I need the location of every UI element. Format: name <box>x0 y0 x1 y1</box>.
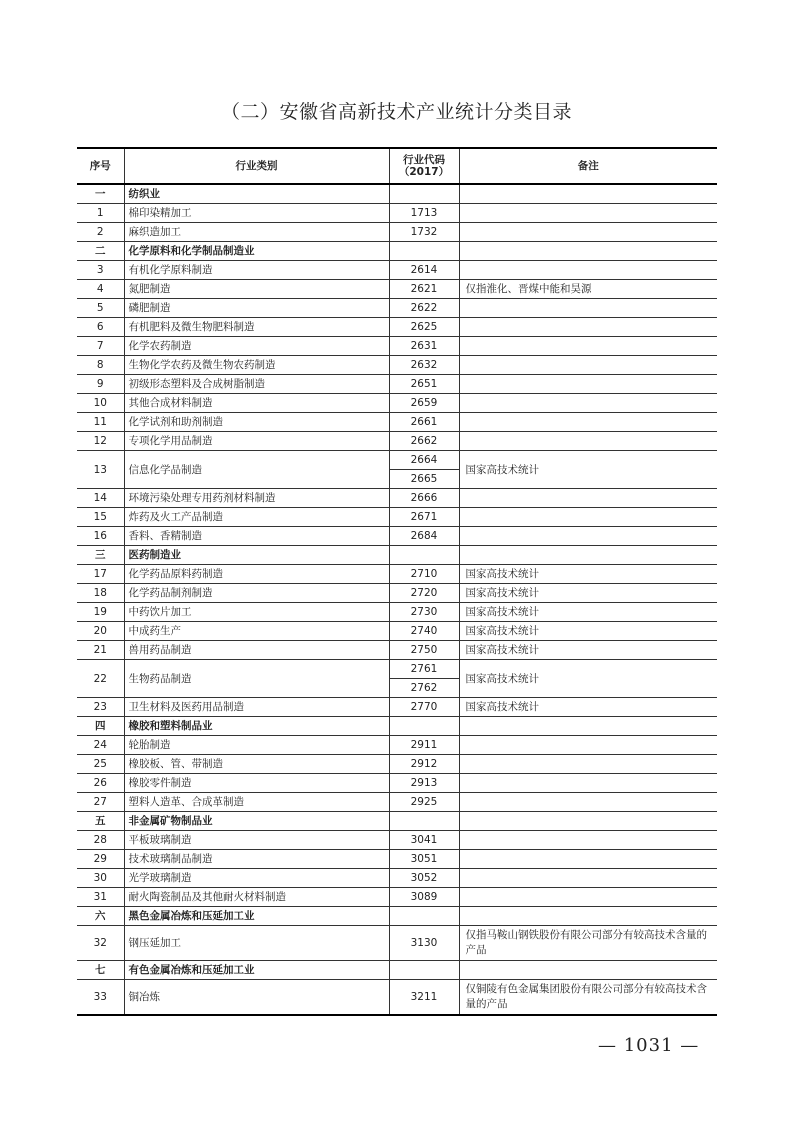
row-category: 中药饮片加工 <box>124 603 389 622</box>
table-row <box>77 565 717 584</box>
table-row <box>77 337 717 356</box>
row-category: 氮肥制造 <box>124 280 389 299</box>
row-note <box>459 261 717 280</box>
category-row <box>77 907 717 926</box>
row-note <box>459 375 717 394</box>
table-row <box>77 698 717 717</box>
table-row <box>77 451 717 489</box>
row-code: 2925 <box>389 793 459 812</box>
table-row <box>77 299 717 318</box>
row-category: 信息化学品制造 <box>124 451 389 489</box>
row-code: 2740 <box>389 622 459 641</box>
row-number: 29 <box>77 850 124 869</box>
row-category: 化学药品制剂制造 <box>124 584 389 603</box>
row-category: 技术玻璃制品制造 <box>124 850 389 869</box>
table-row <box>77 755 717 774</box>
table-row <box>77 736 717 755</box>
row-category: 卫生材料及医药用品制造 <box>124 698 389 717</box>
row-number: 四 <box>77 717 124 736</box>
row-category: 医药制造业 <box>124 546 389 565</box>
row-code <box>389 660 459 698</box>
row-category: 轮胎制造 <box>124 736 389 755</box>
row-number: 11 <box>77 413 124 432</box>
table-row <box>77 223 717 242</box>
row-category: 化学原料和化学制品制造业 <box>124 242 389 261</box>
row-category: 麻织造加工 <box>124 223 389 242</box>
table-row <box>77 622 717 641</box>
row-number: 二 <box>77 242 124 261</box>
row-code: 2662 <box>389 432 459 451</box>
row-code <box>389 907 459 926</box>
row-note <box>459 869 717 888</box>
row-note <box>459 717 717 736</box>
row-number: 3 <box>77 261 124 280</box>
row-code: 3089 <box>389 888 459 907</box>
row-number: 30 <box>77 869 124 888</box>
row-category: 铜冶炼 <box>124 980 389 1016</box>
row-note: 国家高技术统计 <box>459 584 717 603</box>
row-category: 棉印染精加工 <box>124 204 389 223</box>
row-note: 国家高技术统计 <box>459 698 717 717</box>
table-row <box>77 375 717 394</box>
table-header-row <box>77 148 717 184</box>
row-category: 香料、香精制造 <box>124 527 389 546</box>
row-number: 12 <box>77 432 124 451</box>
row-note: 仅指马鞍山钢铁股份有限公司部分有较高技术含量的产品 <box>459 926 717 961</box>
table-row <box>77 280 717 299</box>
classification-table <box>77 147 717 1016</box>
table-row <box>77 584 717 603</box>
row-number: 4 <box>77 280 124 299</box>
row-note <box>459 850 717 869</box>
row-code: 1713 <box>389 204 459 223</box>
row-note <box>459 394 717 413</box>
table-row <box>77 660 717 698</box>
row-code: 2651 <box>389 375 459 394</box>
row-category: 环境污染处理专用药剂材料制造 <box>124 489 389 508</box>
row-note <box>459 432 717 451</box>
row-code: 2710 <box>389 565 459 584</box>
row-category: 化学试剂和助剂制造 <box>124 413 389 432</box>
row-note <box>459 793 717 812</box>
row-category: 橡胶板、管、带制造 <box>124 755 389 774</box>
table-row <box>77 869 717 888</box>
row-category: 初级形态塑料及合成树脂制造 <box>124 375 389 394</box>
row-number: 32 <box>77 926 124 961</box>
row-code: 3052 <box>389 869 459 888</box>
row-note <box>459 413 717 432</box>
row-number: 20 <box>77 622 124 641</box>
row-note <box>459 242 717 261</box>
row-code <box>389 546 459 565</box>
category-row <box>77 546 717 565</box>
row-number: 24 <box>77 736 124 755</box>
header-category: 行业类别 <box>124 148 389 184</box>
row-category: 平板玻璃制造 <box>124 831 389 850</box>
row-code: 2684 <box>389 527 459 546</box>
row-number: 25 <box>77 755 124 774</box>
row-code: 3051 <box>389 850 459 869</box>
row-code: 1732 <box>389 223 459 242</box>
row-category: 橡胶和塑料制品业 <box>124 717 389 736</box>
row-code: 2671 <box>389 508 459 527</box>
row-note <box>459 774 717 793</box>
table-row <box>77 489 717 508</box>
row-category: 化学药品原料药制造 <box>124 565 389 584</box>
row-category: 橡胶零件制造 <box>124 774 389 793</box>
row-code: 3041 <box>389 831 459 850</box>
row-code-part: 2762 <box>390 678 459 697</box>
row-number: 7 <box>77 337 124 356</box>
row-code: 2661 <box>389 413 459 432</box>
row-code: 2913 <box>389 774 459 793</box>
row-code: 2659 <box>389 394 459 413</box>
row-number: 七 <box>77 961 124 980</box>
table-row <box>77 926 717 961</box>
table-row <box>77 831 717 850</box>
row-number: 16 <box>77 527 124 546</box>
row-code: 2770 <box>389 698 459 717</box>
table-row <box>77 204 717 223</box>
table-row <box>77 774 717 793</box>
row-code: 2911 <box>389 736 459 755</box>
row-note <box>459 508 717 527</box>
row-number: 33 <box>77 980 124 1016</box>
row-note: 国家高技术统计 <box>459 622 717 641</box>
row-number: 13 <box>77 451 124 489</box>
row-category: 塑料人造革、合成革制造 <box>124 793 389 812</box>
row-number: 26 <box>77 774 124 793</box>
page-title: （二）安徽省高新技术产业统计分类目录 <box>220 101 572 123</box>
header-note: 备注 <box>459 148 717 184</box>
row-code: 2621 <box>389 280 459 299</box>
row-code <box>389 184 459 204</box>
row-note: 仅铜陵有色金属集团股份有限公司部分有较高技术含量的产品 <box>459 980 717 1016</box>
row-code: 2912 <box>389 755 459 774</box>
row-note <box>459 755 717 774</box>
table-row <box>77 603 717 622</box>
category-row <box>77 717 717 736</box>
row-code: 2730 <box>389 603 459 622</box>
row-number: 28 <box>77 831 124 850</box>
row-number: 27 <box>77 793 124 812</box>
row-note <box>459 356 717 375</box>
row-number: 1 <box>77 204 124 223</box>
row-number: 三 <box>77 546 124 565</box>
row-note <box>459 812 717 831</box>
row-code-part: 2761 <box>410 663 438 675</box>
row-number: 8 <box>77 356 124 375</box>
row-category: 专项化学用品制造 <box>124 432 389 451</box>
table-row <box>77 508 717 527</box>
row-note: 仅指淮化、晋煤中能和昊源 <box>459 280 717 299</box>
table-row <box>77 850 717 869</box>
row-note <box>459 318 717 337</box>
row-number: 10 <box>77 394 124 413</box>
row-number: 5 <box>77 299 124 318</box>
row-code: 2622 <box>389 299 459 318</box>
row-note <box>459 961 717 980</box>
row-code <box>389 242 459 261</box>
row-code: 3211 <box>389 980 459 1016</box>
row-note <box>459 489 717 508</box>
row-category: 钢压延加工 <box>124 926 389 961</box>
row-number: 21 <box>77 641 124 660</box>
row-category: 有机化学原料制造 <box>124 261 389 280</box>
table-row <box>77 261 717 280</box>
row-category: 磷肥制造 <box>124 299 389 318</box>
row-number: 18 <box>77 584 124 603</box>
row-code: 2666 <box>389 489 459 508</box>
table-row <box>77 980 717 1016</box>
row-number: 22 <box>77 660 124 698</box>
row-category: 光学玻璃制造 <box>124 869 389 888</box>
table-row <box>77 641 717 660</box>
row-category: 黑色金属冶炼和压延加工业 <box>124 907 389 926</box>
row-code: 3130 <box>389 926 459 961</box>
row-note <box>459 299 717 318</box>
row-code: 2625 <box>389 318 459 337</box>
row-category: 其他合成材料制造 <box>124 394 389 413</box>
row-note <box>459 907 717 926</box>
row-code: 2632 <box>389 356 459 375</box>
table-body <box>77 184 717 1015</box>
row-code <box>389 812 459 831</box>
row-note <box>459 204 717 223</box>
row-code-part: 2665 <box>390 469 459 488</box>
row-category: 有机肥料及微生物肥料制造 <box>124 318 389 337</box>
row-note <box>459 831 717 850</box>
row-code: 2750 <box>389 641 459 660</box>
table-row <box>77 793 717 812</box>
row-number: 五 <box>77 812 124 831</box>
row-category: 生物化学农药及微生物农药制造 <box>124 356 389 375</box>
row-note: 国家高技术统计 <box>459 603 717 622</box>
table-row <box>77 888 717 907</box>
row-category: 耐火陶瓷制品及其他耐火材料制造 <box>124 888 389 907</box>
category-row <box>77 812 717 831</box>
row-note <box>459 337 717 356</box>
row-number: 六 <box>77 907 124 926</box>
row-category: 中成药生产 <box>124 622 389 641</box>
row-note <box>459 223 717 242</box>
row-category: 有色金属冶炼和压延加工业 <box>124 961 389 980</box>
row-note <box>459 736 717 755</box>
table-row <box>77 413 717 432</box>
table-row <box>77 394 717 413</box>
table-row <box>77 432 717 451</box>
row-code: 2614 <box>389 261 459 280</box>
row-number: 6 <box>77 318 124 337</box>
page-number: — 1031 — <box>598 1035 700 1056</box>
row-note: 国家高技术统计 <box>459 451 717 489</box>
row-note <box>459 546 717 565</box>
row-number: 15 <box>77 508 124 527</box>
table-row <box>77 527 717 546</box>
category-row <box>77 961 717 980</box>
row-number: 19 <box>77 603 124 622</box>
row-category: 生物药品制造 <box>124 660 389 698</box>
row-code <box>389 717 459 736</box>
row-number: 一 <box>77 184 124 204</box>
table-row <box>77 318 717 337</box>
row-note <box>459 888 717 907</box>
row-number: 31 <box>77 888 124 907</box>
category-row <box>77 184 717 204</box>
row-category: 炸药及火工产品制造 <box>124 508 389 527</box>
row-note: 国家高技术统计 <box>459 565 717 584</box>
row-code <box>389 451 459 489</box>
row-number: 2 <box>77 223 124 242</box>
row-category: 纺织业 <box>124 184 389 204</box>
row-code-part: 2664 <box>410 454 438 466</box>
row-number: 14 <box>77 489 124 508</box>
row-number: 23 <box>77 698 124 717</box>
header-no: 序号 <box>77 148 124 184</box>
row-number: 9 <box>77 375 124 394</box>
row-category: 兽用药品制造 <box>124 641 389 660</box>
row-category: 化学农药制造 <box>124 337 389 356</box>
row-category: 非金属矿物制品业 <box>124 812 389 831</box>
row-note <box>459 184 717 204</box>
row-code: 2720 <box>389 584 459 603</box>
row-note <box>459 527 717 546</box>
row-number: 17 <box>77 565 124 584</box>
category-row <box>77 242 717 261</box>
row-note: 国家高技术统计 <box>459 660 717 698</box>
table-row <box>77 356 717 375</box>
row-note: 国家高技术统计 <box>459 641 717 660</box>
row-code <box>389 961 459 980</box>
row-code: 2631 <box>389 337 459 356</box>
header-code: 行业代码 （2017） <box>389 148 459 184</box>
